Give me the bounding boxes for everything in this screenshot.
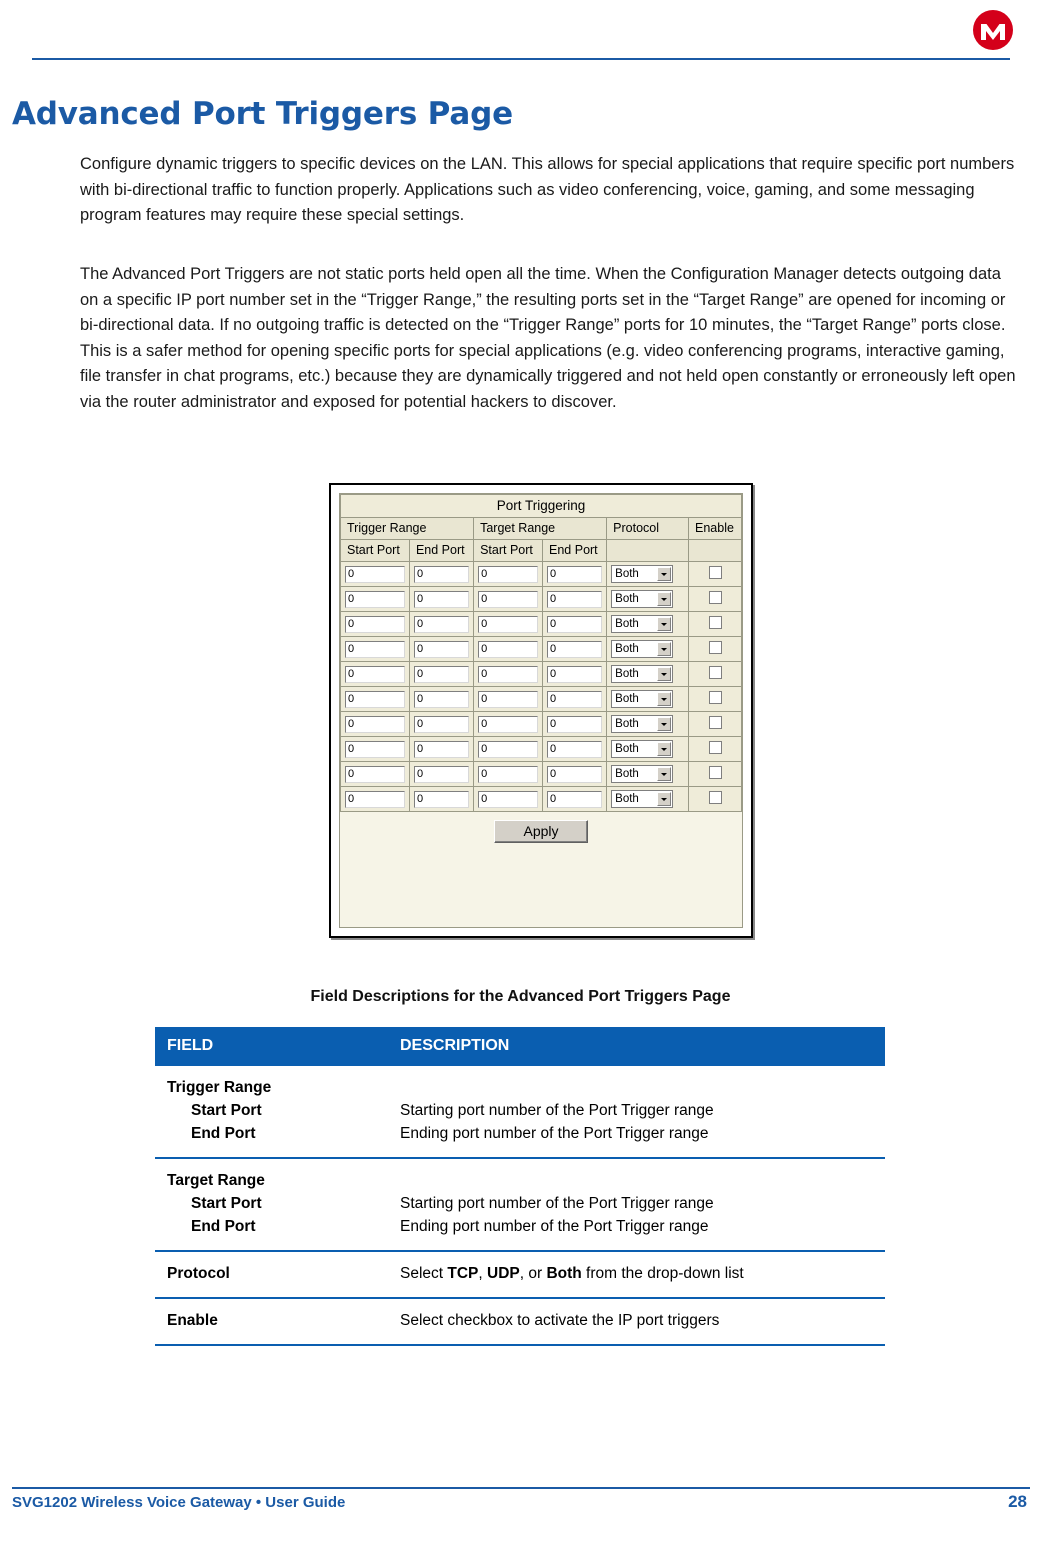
description-bold-udp: UDP: [487, 1265, 520, 1282]
description-text-pre: Select: [400, 1265, 448, 1282]
field-descriptions-table: [155, 1027, 885, 1346]
chevron-down-icon[interactable]: [657, 717, 671, 731]
description-text-mid2: , or: [519, 1265, 547, 1282]
description-bold-both: Both: [546, 1265, 582, 1282]
cell-trigger-start: [341, 762, 410, 787]
description-line: Starting port number of the Port Trigger range: [400, 1195, 714, 1212]
input-target-start[interactable]: 0: [478, 691, 538, 708]
input-trigger-end[interactable]: 0: [414, 591, 469, 608]
input-trigger-end[interactable]: 0: [414, 691, 469, 708]
cell-trigger-start: [341, 637, 410, 662]
description-line: Select checkbox to activate the IP port triggers: [400, 1312, 720, 1329]
apply-row: [341, 812, 742, 850]
enable-checkbox[interactable]: [709, 591, 722, 604]
cell-enable: [689, 587, 742, 612]
protocol-dropdown[interactable]: Both: [611, 565, 673, 583]
port-trigger-row: [341, 762, 742, 787]
input-target-start[interactable]: 0: [478, 641, 538, 658]
input-trigger-end[interactable]: 0: [414, 791, 469, 808]
field-table-header-row: [155, 1027, 885, 1066]
cell-trigger-end: [409, 687, 473, 712]
footer-title: SVG1202 Wireless Voice Gateway • User Guide: [12, 1494, 346, 1511]
cell-trigger-end: [409, 712, 473, 737]
protocol-dropdown[interactable]: Both: [611, 790, 673, 808]
cell-protocol: [607, 762, 689, 787]
header-target-range: Target Range: [474, 518, 607, 540]
enable-checkbox[interactable]: [709, 616, 722, 629]
port-trigger-rows: [341, 562, 742, 812]
input-trigger-end[interactable]: 0: [414, 566, 469, 583]
input-trigger-end[interactable]: 0: [414, 716, 469, 733]
cell-enable: [689, 762, 742, 787]
motorola-logo-icon: [973, 10, 1013, 50]
cell-enable: [689, 737, 742, 762]
cell-trigger-start: [341, 737, 410, 762]
header-enable: Enable: [689, 518, 742, 540]
footer-divider: [12, 1487, 1030, 1489]
field-table-body: [155, 1066, 885, 1345]
cell-trigger-end: [409, 587, 473, 612]
description-cell-target-range: [385, 1158, 885, 1251]
input-trigger-end[interactable]: 0: [414, 641, 469, 658]
input-target-end[interactable]: 0: [547, 716, 602, 733]
field-group-label: Enable: [167, 1312, 218, 1329]
cell-protocol: [607, 737, 689, 762]
field-table-caption: Field Descriptions for the Advanced Port Triggers Page: [310, 988, 731, 1005]
description-column-header: DESCRIPTION: [385, 1027, 885, 1066]
description-line: Ending port number of the Port Trigger range: [400, 1125, 709, 1142]
cell-target-end: [543, 612, 607, 637]
cell-trigger-start: [341, 787, 410, 812]
cell-trigger-start: [341, 562, 410, 587]
cell-trigger-start: [341, 687, 410, 712]
input-trigger-end[interactable]: 0: [414, 741, 469, 758]
input-trigger-start[interactable]: 0: [345, 741, 405, 758]
protocol-dropdown[interactable]: Both: [611, 590, 673, 608]
chevron-down-icon[interactable]: [657, 742, 671, 756]
port-trigger-row: [341, 662, 742, 687]
subheader-trigger-end: End Port: [409, 540, 473, 562]
subheader-trigger-start: Start Port: [341, 540, 410, 562]
subheader-target-end: End Port: [543, 540, 607, 562]
input-trigger-end[interactable]: 0: [414, 616, 469, 633]
protocol-dropdown[interactable]: Both: [611, 615, 673, 633]
field-table-head: [155, 1027, 885, 1066]
port-trigger-row: [341, 737, 742, 762]
cell-enable: [689, 662, 742, 687]
input-trigger-start[interactable]: 0: [345, 766, 405, 783]
field-cell-protocol: [155, 1251, 385, 1298]
input-target-end[interactable]: 0: [547, 616, 602, 633]
field-group-label: Protocol: [167, 1265, 230, 1282]
apply-button[interactable]: Apply: [494, 820, 588, 843]
page-number: 28: [1008, 1492, 1027, 1511]
field-cell-trigger-range: [155, 1066, 385, 1158]
cell-target-start: [474, 762, 543, 787]
input-target-start[interactable]: 0: [478, 616, 538, 633]
input-target-start[interactable]: 0: [478, 791, 538, 808]
input-target-end[interactable]: 0: [547, 641, 602, 658]
enable-checkbox[interactable]: [709, 566, 722, 579]
field-cell-enable: [155, 1298, 385, 1345]
enable-checkbox[interactable]: [709, 741, 722, 754]
cell-target-end: [543, 637, 607, 662]
group-header-row: [341, 518, 742, 540]
field-sub-label: End Port: [191, 1218, 256, 1235]
cell-trigger-end: [409, 562, 473, 587]
page-title: Advanced Port Triggers Page: [12, 96, 513, 132]
cell-protocol: [607, 562, 689, 587]
input-target-start[interactable]: 0: [478, 591, 538, 608]
enable-checkbox[interactable]: [709, 791, 722, 804]
cell-trigger-end: [409, 787, 473, 812]
cell-trigger-end: [409, 637, 473, 662]
description-cell-enable: [385, 1298, 885, 1345]
chevron-down-icon[interactable]: [657, 642, 671, 656]
port-trigger-row: [341, 587, 742, 612]
table-row: [155, 1298, 885, 1345]
input-trigger-start[interactable]: 0: [345, 641, 405, 658]
description-text-post: from the drop-down list: [581, 1265, 744, 1282]
enable-checkbox[interactable]: [709, 641, 722, 654]
field-group-label: Target Range: [167, 1172, 265, 1189]
input-target-end[interactable]: 0: [547, 741, 602, 758]
cell-target-start: [474, 562, 543, 587]
sub-header-row: [341, 540, 742, 562]
header-trigger-range: Trigger Range: [341, 518, 474, 540]
field-sub-label: Start Port: [191, 1195, 262, 1212]
field-column-header: FIELD: [155, 1027, 385, 1066]
port-trigger-row: [341, 787, 742, 812]
cell-trigger-start: [341, 612, 410, 637]
cell-enable: [689, 687, 742, 712]
cell-trigger-end: [409, 612, 473, 637]
description-cell-trigger-range: [385, 1066, 885, 1158]
field-cell-target-range: [155, 1158, 385, 1251]
cell-target-start: [474, 687, 543, 712]
cell-target-start: [474, 737, 543, 762]
cell-enable: [689, 787, 742, 812]
description-line: Starting port number of the Port Trigger range: [400, 1102, 714, 1119]
input-target-start[interactable]: 0: [478, 566, 538, 583]
table-row: [155, 1066, 885, 1158]
input-trigger-start[interactable]: 0: [345, 616, 405, 633]
input-trigger-end[interactable]: 0: [414, 766, 469, 783]
cell-target-start: [474, 637, 543, 662]
input-target-end[interactable]: 0: [547, 791, 602, 808]
cell-protocol: [607, 612, 689, 637]
input-trigger-start[interactable]: 0: [345, 591, 405, 608]
cell-protocol: [607, 712, 689, 737]
field-sub-label: End Port: [191, 1125, 256, 1142]
cell-target-end: [543, 762, 607, 787]
input-trigger-start[interactable]: 0: [345, 716, 405, 733]
field-sub-label: Start Port: [191, 1102, 262, 1119]
enable-checkbox[interactable]: [709, 766, 722, 779]
cell-enable: [689, 712, 742, 737]
description-cell-protocol: [385, 1251, 885, 1298]
input-trigger-start[interactable]: 0: [345, 566, 405, 583]
input-target-start[interactable]: 0: [478, 666, 538, 683]
input-target-start[interactable]: 0: [478, 716, 538, 733]
input-target-end[interactable]: 0: [547, 691, 602, 708]
chevron-down-icon[interactable]: [657, 792, 671, 806]
description-line: Ending port number of the Port Trigger range: [400, 1218, 709, 1235]
cell-protocol: [607, 587, 689, 612]
cell-target-start: [474, 587, 543, 612]
protocol-dropdown[interactable]: Both: [611, 690, 673, 708]
cell-trigger-start: [341, 587, 410, 612]
subheader-protocol-blank: [607, 540, 689, 562]
chevron-down-icon[interactable]: [657, 567, 671, 581]
port-trigger-row: [341, 687, 742, 712]
input-target-start[interactable]: 0: [478, 741, 538, 758]
description-text-mid1: ,: [478, 1265, 488, 1282]
subheader-enable-blank: [689, 540, 742, 562]
cell-target-start: [474, 662, 543, 687]
cell-target-end: [543, 712, 607, 737]
input-target-end[interactable]: 0: [547, 566, 602, 583]
header-divider: [32, 58, 1010, 60]
chevron-down-icon[interactable]: [657, 617, 671, 631]
input-target-end[interactable]: 0: [547, 666, 602, 683]
cell-target-start: [474, 612, 543, 637]
port-trigger-row: [341, 562, 742, 587]
protocol-dropdown[interactable]: Both: [611, 715, 673, 733]
cell-enable: [689, 562, 742, 587]
port-triggering-screenshot: [329, 483, 753, 938]
table-row: [155, 1251, 885, 1298]
chevron-down-icon[interactable]: [657, 667, 671, 681]
cell-protocol: [607, 687, 689, 712]
enable-checkbox[interactable]: [709, 716, 722, 729]
cell-target-end: [543, 662, 607, 687]
chevron-down-icon[interactable]: [657, 692, 671, 706]
port-trigger-row: [341, 712, 742, 737]
protocol-dropdown[interactable]: Both: [611, 765, 673, 783]
cell-enable: [689, 612, 742, 637]
page-header: [0, 0, 1041, 62]
cell-enable: [689, 637, 742, 662]
protocol-dropdown[interactable]: Both: [611, 740, 673, 758]
header-protocol: Protocol: [607, 518, 689, 540]
table-row: [155, 1158, 885, 1251]
protocol-dropdown[interactable]: Both: [611, 640, 673, 658]
cell-target-end: [543, 787, 607, 812]
intro-paragraph: Configure dynamic triggers to specific devices on the LAN. This allows for special applications that require specific port numbers with bi-directional traffic to function properly. Applications such as video conferencing, voice, gaming, and some messaging program features may require these special settings.: [80, 155, 1015, 224]
table-title-row: [341, 495, 742, 518]
cell-protocol: [607, 662, 689, 687]
input-target-start[interactable]: 0: [478, 766, 538, 783]
cell-target-end: [543, 687, 607, 712]
cell-target-end: [543, 562, 607, 587]
protocol-dropdown[interactable]: Both: [611, 665, 673, 683]
detail-paragraph: The Advanced Port Triggers are not static ports held open all the time. When the Configuration Manager detects outgoing data on a specific IP port number set in the “Trigger Range,” the resulting ports set in the “Target Range” are opened for incoming or bi-directional data. If no outgoing traffic is detected on the “Trigger Range” ports for 10 minutes, the “Target Range” ports close. This is a safer method for opening specific ports for special applications (e.g. video conferencing programs, interactive gaming, file transfer in chat programs, etc.) because they are dynamically triggered and not held open constantly or erroneously left open via the router administrator and exposed for potential hackers to discover.: [80, 265, 1016, 411]
input-trigger-end[interactable]: 0: [414, 666, 469, 683]
cell-protocol: [607, 787, 689, 812]
cell-protocol: [607, 637, 689, 662]
cell-target-start: [474, 712, 543, 737]
input-target-end[interactable]: 0: [547, 591, 602, 608]
input-trigger-start[interactable]: 0: [345, 666, 405, 683]
description-bold-tcp: TCP: [447, 1265, 479, 1282]
table-title: Port Triggering: [341, 495, 742, 518]
enable-checkbox[interactable]: [709, 666, 722, 679]
port-triggering-panel: [339, 493, 743, 928]
cell-target-start: [474, 787, 543, 812]
apply-cell: [341, 812, 742, 850]
chevron-down-icon[interactable]: [657, 767, 671, 781]
cell-trigger-start: [341, 712, 410, 737]
field-group-label: Trigger Range: [167, 1079, 272, 1096]
cell-trigger-start: [341, 662, 410, 687]
cell-target-end: [543, 587, 607, 612]
port-triggering-table: [340, 494, 742, 849]
input-target-end[interactable]: 0: [547, 766, 602, 783]
cell-trigger-end: [409, 737, 473, 762]
cell-trigger-end: [409, 762, 473, 787]
port-trigger-row: [341, 637, 742, 662]
enable-checkbox[interactable]: [709, 691, 722, 704]
subheader-target-start: Start Port: [474, 540, 543, 562]
chevron-down-icon[interactable]: [657, 592, 671, 606]
cell-trigger-end: [409, 662, 473, 687]
port-trigger-row: [341, 612, 742, 637]
input-trigger-start[interactable]: 0: [345, 691, 405, 708]
input-trigger-start[interactable]: 0: [345, 791, 405, 808]
cell-target-end: [543, 737, 607, 762]
